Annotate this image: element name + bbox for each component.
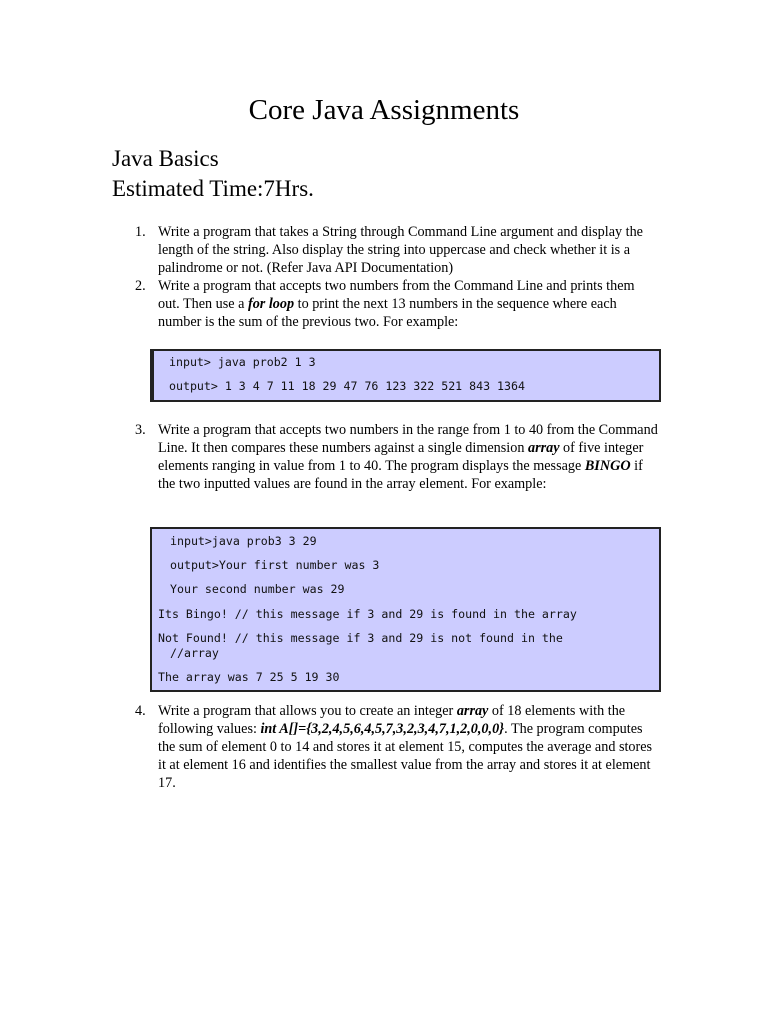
- code-line: The array was 7 25 5 19 30: [158, 670, 340, 684]
- keyword-emphasis: for loop: [247, 296, 295, 312]
- code-line: output> 1 3 4 7 11 18 29 47 76 123 322 521 843 1364: [169, 379, 525, 393]
- code-line: input>java prob3 3 29: [170, 534, 317, 548]
- item-text: of five integer elements ranging in value from 1 to 40. The program displays the message: [158, 440, 644, 474]
- code-emphasis: int A[]={3,2,4,5,6,4,5,7,3,2,3,4,7,1,2,0,0,0}: [260, 721, 505, 737]
- keyword-emphasis: BINGO: [584, 458, 631, 474]
- item-text: . The program computes the sum of element 0 to 14 and stores it at element 15, computes the average and stores it at element 16 and identifies the smallest value from the array and stores it at element 17.: [158, 721, 653, 791]
- item-text: if the two inputted values are found in the array element. For example:: [158, 458, 643, 492]
- list-item: [135, 277, 658, 331]
- code-line: output>Your first number was 3: [170, 558, 380, 572]
- code-line: Your second number was 29: [170, 582, 345, 596]
- code-line: Its Bingo! // this message if 3 and 29 is found in the array: [158, 607, 577, 621]
- item-text: to print the next 13 numbers in the sequence where each number is the sum of the previous two. For example:: [158, 296, 617, 330]
- code-example-box: [150, 349, 661, 402]
- list-item: [135, 702, 658, 792]
- item-number: 2.: [135, 278, 146, 294]
- code-line: //array: [170, 646, 219, 660]
- item-text: Write a program that allows you to create an integer: [158, 703, 457, 719]
- item-number: 1.: [135, 224, 146, 240]
- item-text: Write a program that accepts two numbers in the range from 1 to 40 from the Command Line. It then compares these numbers against a single dimension: [158, 422, 658, 456]
- keyword-emphasis: array: [456, 703, 489, 719]
- item-text: of 18 elements with the following values:: [158, 703, 626, 737]
- item-text: Write a program that accepts two numbers from the Command Line and prints them out. Then use a: [158, 278, 635, 312]
- list-item: [135, 223, 658, 277]
- page-title: Core Java Assignments: [248, 94, 520, 126]
- item-number: 3.: [135, 422, 146, 438]
- code-line: Not Found! // this message if 3 and 29 is not found in the: [158, 631, 563, 645]
- item-text: Write a program that takes a String through Command Line argument and display the length of the string. Also display the string into uppercase and check whether it is a palindrome or not. (Refer Java API Documentation): [158, 224, 643, 276]
- estimated-time: Estimated Time:7Hrs.: [112, 176, 314, 201]
- section-heading: Java Basics: [112, 146, 219, 171]
- item-number: 4.: [135, 703, 146, 719]
- code-example-box: [150, 527, 661, 692]
- list-item: [135, 421, 658, 493]
- code-line: input> java prob2 1 3: [169, 355, 316, 369]
- keyword-emphasis: array: [527, 440, 560, 456]
